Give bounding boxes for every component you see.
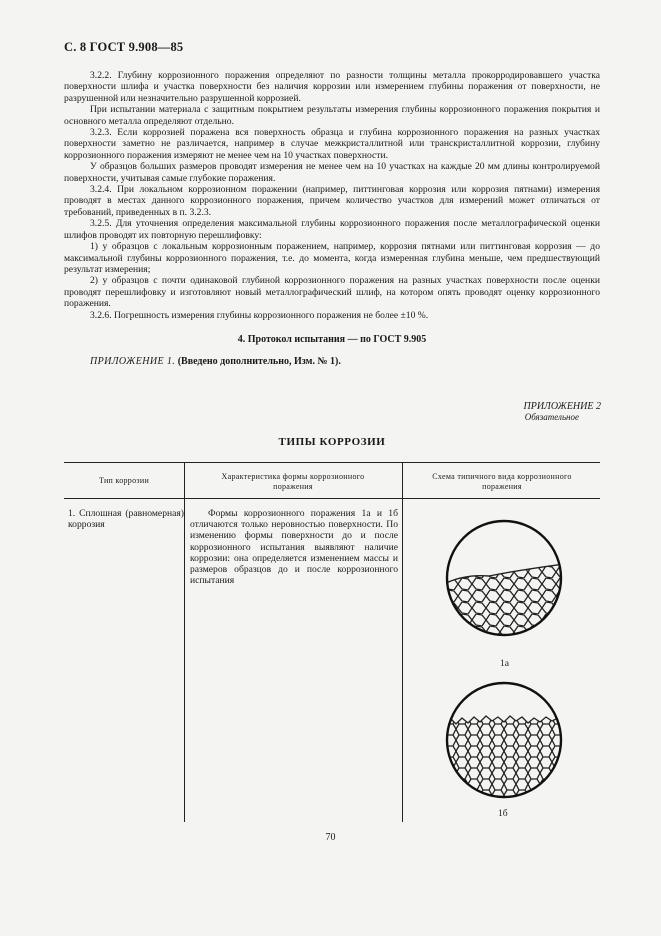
header-type: Тип коррозии: [98, 476, 150, 485]
figure-1a-circle: [444, 518, 564, 638]
figure-1a-label: 1а: [500, 658, 510, 669]
figure-1b-label: 1б: [498, 808, 508, 819]
appendix-2-sub: Обязательное: [524, 412, 579, 422]
appendix-2-block: [524, 401, 602, 423]
corrosion-types-table: [64, 462, 600, 822]
table-header-rule: [64, 498, 600, 499]
table-col-divider-1: [184, 462, 185, 822]
section-4-heading: 4. Протокол испытания — по ГОСТ 9.905: [237, 334, 427, 345]
table-col-divider-2: [402, 462, 403, 822]
figure-1b-circle: [444, 680, 564, 800]
paragraph-3-2-4: 3.2.4. При локальном коррозионном поражении (например, питтинговая коррозия или коррозия пятнами) измерения проводят в местах данного коррозионного поражения, причем количество участков для измерений может отличаться от требований, приведенных в п. 3.2.3.: [64, 184, 600, 218]
row1-type: 1. Сплошная (равномерная) коррозия: [68, 508, 184, 531]
paragraph-large-samples: У образцов больших размеров проводят измерения не менее чем на 10 участках на каждые 20 мм длины контролируемой поверхности, учитывая самые глубокие поражения.: [64, 161, 600, 184]
paragraph-3-2-2: 3.2.2. Глубину коррозионного поражения определяют по разности толщины металла прокорродировавшего участка поверхности шлифа и участка поверхности без наличия коррозии или измерением глубины поражения от поверхности, не разрушенной или незначительно разрушенной коррозией.: [64, 70, 600, 104]
paragraph-3-2-5: 3.2.5. Для уточнения определения максимальной глубины коррозионного поражения после металлографической оценки шлифов проводят их повторную перешлифовку:: [64, 218, 600, 241]
paragraph-coating: При испытании материала с защитным покрытием результаты измерения глубины коррозионного поражения покрытия и основного металла определяют отдельно.: [64, 104, 600, 127]
row1-description: [190, 508, 398, 586]
header-scheme: Схема типичного вида коррозионного поражения: [432, 472, 572, 491]
header-characteristic: Характеристика формы коррозионного поражения: [221, 472, 365, 491]
table-top-rule: [64, 462, 600, 463]
paragraph-3-2-3: 3.2.3. Если коррозией поражена вся поверхность образца и глубина коррозионного поражения на разных участках поверхности заметно не различается, например в случае межкристаллитной или транскристаллитной коррозии, глубину коррозионного поражения измеряют не менее чем на 10 участках поверхности.: [64, 127, 600, 161]
appendix-1-label: ПРИЛОЖЕНИЕ 1.: [90, 356, 176, 367]
paragraph-item-2: 2) у образцов с почти одинаковой глубиной коррозионного поражения на разных участках поверхности после оценки проводят перешлифовку и изготовляют новый металлографический шлиф, на котором опять проводят оценку коррозионного поражения.: [64, 275, 600, 310]
row1-description-text: Формы коррозионного поражения 1а и 1б отличаются только неровностью поверхности. По изменению формы поверхности до и после коррозионного испытания выявляют наличие коррозии: она определяется изменением массы и размеров образцов до и после коррозионного испытания: [190, 508, 398, 587]
paragraph-item-1: 1) у образцов с локальным коррозионным поражением, например, коррозия пятнами или питтинговая коррозия — до максимальной глубины коррозионного поражения, т.е. до момента, когда измеренная глубина меньше, чем предшествующий результат измерения;: [64, 241, 600, 275]
page-number: 70: [325, 832, 336, 843]
body-text: [64, 70, 600, 321]
appendix-1-line: [90, 356, 341, 367]
paragraph-3-2-6: 3.2.6. Погрешность измерения глубины коррозионного поражения не более ±10 %.: [90, 309, 429, 321]
types-title: ТИПЫ КОРРОЗИИ: [278, 436, 386, 448]
appendix-2-label: ПРИЛОЖЕНИЕ 2: [523, 401, 601, 412]
appendix-1-note: (Введено дополнительно, Изм. № 1).: [177, 356, 341, 367]
page-header: С. 8 ГОСТ 9.908—85: [64, 40, 184, 54]
